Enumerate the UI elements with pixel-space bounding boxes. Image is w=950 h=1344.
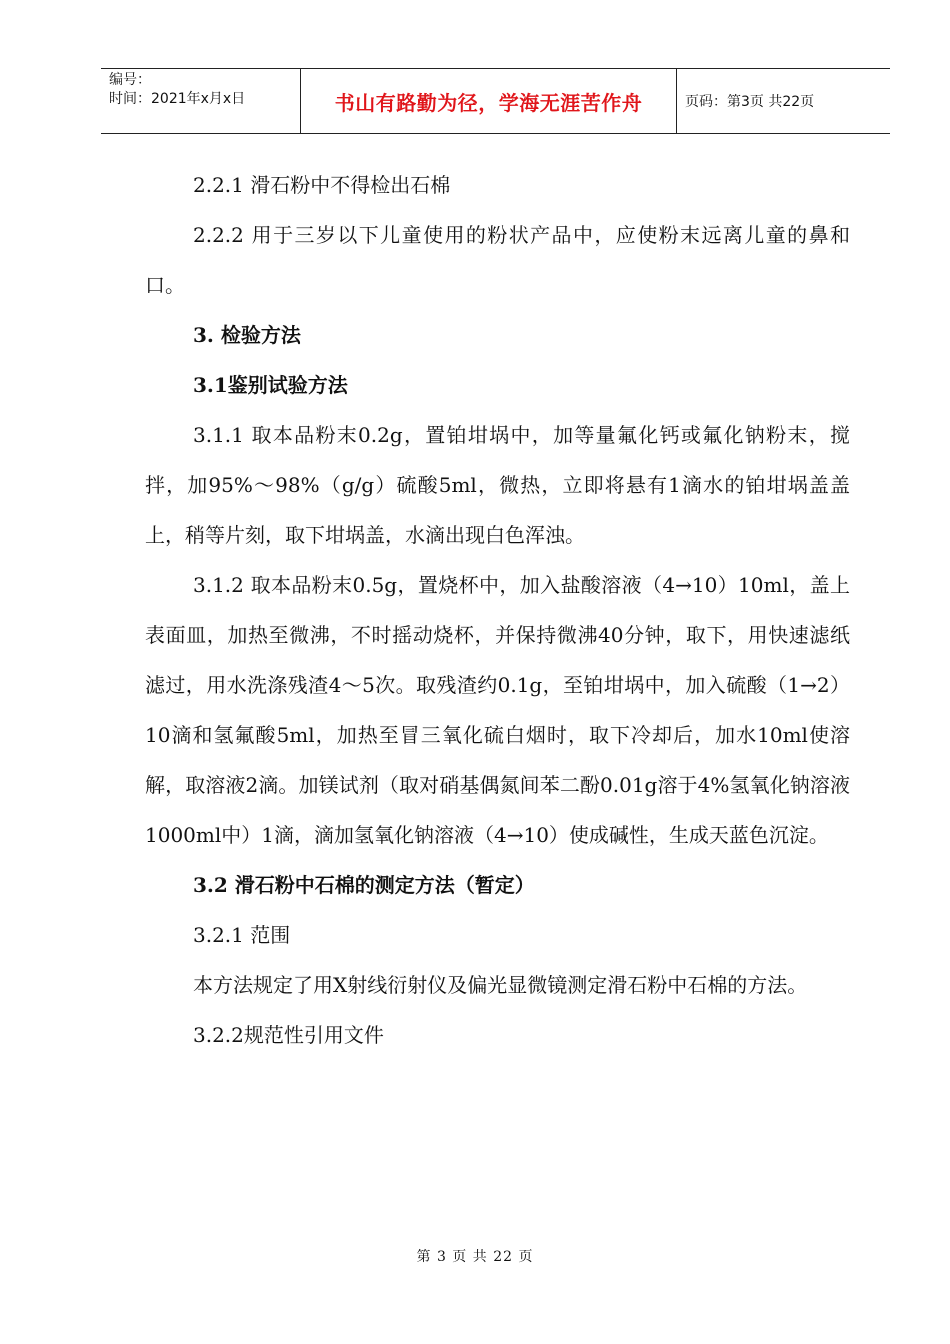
header-motto: 书山有路勤为径，学海无涯苦作舟 (334, 90, 643, 115)
heading-3-1-identification: 3.1鉴别试验方法 (193, 373, 348, 397)
page-footer: 第 3 页 共 22 页 (416, 1249, 534, 1265)
paragraph-2-2-2: 2.2.2 用于三岁以下儿童使用的粉状产品中，应使粉末远离儿童的鼻和口。 (145, 223, 850, 297)
header-page-info: 页码：第3页 共22页 (685, 94, 815, 110)
document-body (145, 160, 850, 1060)
document-number-label: 编号： (109, 72, 151, 88)
document-time-label: 时间：2021年x月x日 (109, 91, 246, 107)
heading-3-2-1-scope: 3.2.1 范围 (193, 923, 291, 947)
heading-3-2-asbestos-method: 3.2 滑石粉中石棉的测定方法（暂定） (193, 873, 535, 897)
paragraph-3-1-1: 3.1.1 取本品粉末0.2g，置铂坩埚中，加等量氟化钙或氟化钠粉末，搅拌，加95%～98%（g/g）硫酸5ml，微热，立即将悬有1滴水的铂坩埚盖盖上，稍等片刻，取下坩埚盖，水滴出现白色浑浊。 (145, 423, 850, 547)
heading-3-test-methods: 3. 检验方法 (193, 323, 301, 347)
heading-3-2-2-references: 3.2.2规范性引用文件 (193, 1023, 384, 1047)
page-header (101, 68, 890, 134)
paragraph-scope-text: 本方法规定了用X射线衍射仪及偏光显微镜测定滑石粉中石棉的方法。 (193, 973, 808, 997)
header-meta (101, 69, 301, 133)
header-motto-cell (301, 69, 677, 133)
paragraph-3-1-2: 3.1.2 取本品粉末0.5g，置烧杯中，加入盐酸溶液（4→10）10ml，盖上表面皿，加热至微沸，不时摇动烧杯，并保持微沸40分钟，取下，用快速滤纸滤过，用水洗涤残渣4～5次。取残渣约0.1g，至铂坩埚中，加入硫酸（1→2）10滴和氢氟酸5ml，加热至冒三氧化硫白烟时，取下冷却后，加水10ml使溶解，取溶液2滴。加镁试剂（取对硝基偶氮间苯二酚0.01g溶于4%氢氧化钠溶液1000ml中）1滴，滴加氢氧化钠溶液（4→10）使成碱性，生成天蓝色沉淀。 (145, 573, 850, 847)
paragraph-2-2-1: 2.2.1 滑石粉中不得检出石棉 (193, 173, 451, 197)
